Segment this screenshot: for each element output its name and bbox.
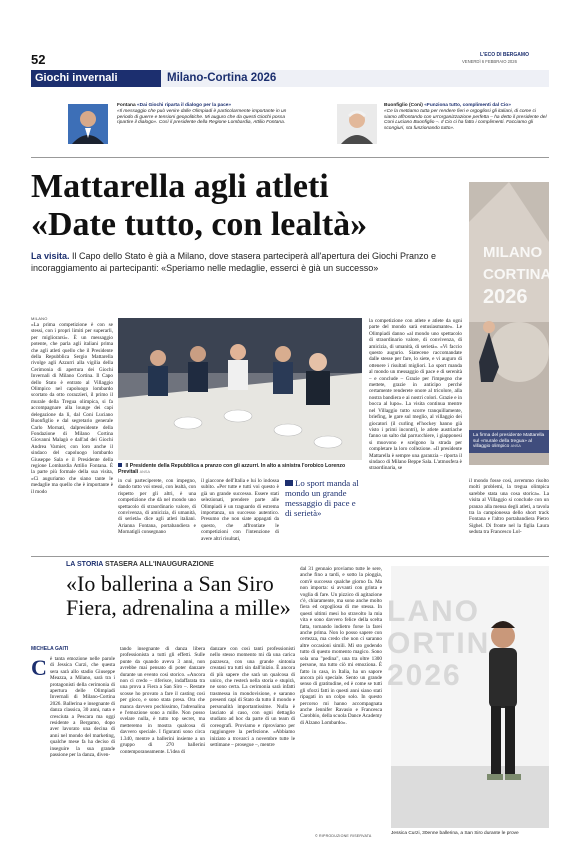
quote-buonfiglio-body: «Ce la mettiamo tutta per rendere fieri e orgogliosi gli italiani, di come ci siamo affrontando con un'organizzazione perfetta – ha detto il presidente del Coni Luciano Buonfiglio –. Il Cio ci ha fatto i complimenti. Facciamo gli scongiuri, sta funzionando tutto». — [384, 108, 547, 132]
dancer-photo — [387, 566, 549, 828]
mural-text-3: 2026 — [483, 286, 528, 308]
story-col-3: danzare con così tanti professionisti nello stesso momento mi dà una carica pazzesca, con una grande sintonia creatasi tra tutti sin dall'inizio. È ancora di più sapere che sarà un qualcosa di unico, che resterà nella storia e stupirà, ne sono certa. La cerimonia sarà infatti trasmessa in mondovisione, e saranno presenti capi di Stato da tutto il mondo e personalità importantissime. Nulla è lasciato al caso, con ogni dettaglio studiato ad hoc da parte di un team di coreografi. Proviamo e riproviamo per raggiungere la perfezione. «Abbiamo iniziato a trovarci a novembre tutte le settimane – prosegue –, mentre — [210, 646, 295, 749]
story-kicker — [66, 561, 214, 568]
story-title-line1: «Io ballerina a San Siro — [66, 571, 274, 596]
story-title-line2: Fiera, adrenalina a mille» — [66, 595, 291, 620]
quote-fontana — [65, 101, 295, 149]
story-rights: © RIPRODUZIONE RISERVATA — [315, 834, 372, 838]
lunch-photo-caption — [118, 463, 362, 475]
dancer-photo-text — [387, 596, 490, 692]
main-subtitle-text: Il Capo dello Stato è già a Milano, dove stasera parteciperà all'apertura dei Giochi Pranzo e incoraggiamento ai partecipanti: «Speriamo nelle medaglie, esserci è già un successo» — [31, 251, 436, 273]
main-col-4: la competizione con atlete e atlete da ogni parte del mondo sarà entusiasmante». Le Olimpiadi danno «al mondo uno spettacolo di straordinario valore, di convivenza, di amicizia, di umanità, di serietà». «Vi faccio questo augurio. Siatecene raccomandate dalle stesse per fare, lo siete, e vi auguro di ottenere i risultati migliori. Lo sport manda al mondo un messaggio di pace e di serenità – e conclude – Grazie per l'impegno che mettete, grazie in anticipo perché certamente renderete onore al tricolore, alla nostra bandiera e ai nostri colori. Grazie e in bocca al lupo». La visita continua mentre nel Villaggio tutto scorre tranquillamente, briefing, le gare sul meglio, al villaggio dei giocatori (il curling el'hockey hanno già visto i primi incontri), le atlete austriache fanno un salto dal parrucchiere, i giapponesi si muovono e scelgono la strada per completare la loro collezione. «Il presidente Mattarella è sempre una garanzia – riporta il sindaco di Milano Beppe Sala. L'atmosfera è straordinaria, se — [369, 318, 462, 472]
camera-icon — [118, 463, 122, 467]
dateline: MILANO — [31, 316, 48, 321]
lunch-caption-text: Il Presidente della Repubblica a pranzo con gli azzurri. In alto a sinistra l'orobico Lorenzo Previtali — [118, 463, 346, 475]
quote-fontana-headline: «Dai Giochi riparta il dialogo per la pace» — [137, 103, 232, 108]
main-kicker: La visita. — [31, 251, 70, 261]
paper-name: L'ECO DI BERGAMO — [480, 52, 529, 58]
subsection-label: Milano-Cortina 2026 — [167, 72, 277, 84]
dancer-text-1: LANO — [387, 595, 480, 628]
pull-quote — [285, 478, 363, 518]
lunch-photo — [118, 318, 362, 460]
quote-buonfiglio-headline: «Funziona tutto, complimenti dal Cio» — [424, 103, 511, 108]
dancer-text-3: 2026 — [387, 659, 462, 692]
mural-photo — [469, 182, 552, 465]
lunch-caption-credit: ANSA — [139, 470, 150, 474]
story-col-1b — [31, 690, 115, 840]
main-title-line1: Mattarella agli atleti — [31, 168, 329, 205]
story-col-4: dal 31 gennaio proviamo tutte le sere, anche fino a tardi, e sotto la pioggia, com'è successo qualche giorno fa. Ma non importa: si avvanti con grinta e voglia di fare. Un pizzico di agitazione c'è, chiaramente, ma sono anche molto fiera ed orgogliosa di me stessa. In questi ultimi mesi ho stravolto la mia vita e sono davvero felice della scelta fatta, tornando indietro forse la farei anche prima. Non lo posso sapere con certezza, ma credo che non ci saranno altre occasioni simili. Mi sto godendo tutto di questo momento magico. Sono sola una "pedina", una tra oltre 1300 persone, ma tutto ciò mi emoziona. È fatto in casa, in Italia, ha un sapore ancora più speciale. Sento un grande senso di gratitudine, ed è come se tutti gli sforzi fatti in questi anni siano stati ripagati in un colpo solo. In questo percorso mi hanno accompagnata anche Jennifer Ravasio e Francesca Carobbio, della scuola Dance Academy di Alzano Lombardo». — [300, 566, 382, 726]
story-col-1: è tanta emozione nelle parole di Jessica Curzi, che questa sera sarà allo stadio Giuseppe Meazza, a Milano, sarà tra i protagonisti della cerimonia di apertura delle Olimpiadi Invernali di Milano-Cortina 2026. Ballerina e insegnante di danza classica, 30 anni, nata e cresciuta a Pescara ma oggi residente a Bergamo, dopo aver lavorato una decina di anni nel mondo del marketing, qualche mese fa ha deciso di inseguire la sua grande passione per la danza, diven- — [50, 656, 115, 759]
page-number: 52 — [31, 52, 46, 67]
quote-fontana-name: Fontana — [117, 103, 136, 108]
main-subtitle — [31, 250, 461, 274]
portrait-icon — [68, 104, 108, 144]
avatar-fontana — [68, 104, 108, 144]
issue-date: VENERDÌ 6 FEBBRAIO 2026 — [462, 59, 517, 64]
mural-caption-credit: ANSA — [510, 444, 521, 449]
lunch-image — [118, 318, 362, 460]
mural-text-2: CORTINA — [483, 266, 552, 283]
mural-text-1: MILANO — [483, 244, 543, 261]
dancer-text-2: ORTIN — [387, 627, 491, 660]
quote-fontana-text — [117, 103, 295, 126]
main-title — [31, 168, 461, 244]
story-drop-cap: C — [31, 655, 47, 680]
section-label: Giochi invernali — [31, 70, 161, 87]
mural-caption — [469, 430, 549, 453]
portrait-icon — [337, 104, 377, 144]
quote-buonfiglio-text — [384, 103, 550, 132]
story-byline: MICHELA GAITI — [31, 646, 69, 652]
avatar-buonfiglio — [337, 104, 377, 144]
mural-caption-text: La firma del presidente Mattarella sul «murale della tregua» al villaggio olimpico — [473, 433, 545, 450]
main-title-line2: «Date tutto, con lealtà» — [31, 206, 368, 243]
main-col-1: «La prima competizione è con se stessi, con i propri limiti per superarli, per migliorarsi». È un messaggio potente, che parla agli italiani prima che agli atleti quello che il Presidente della Repubblica Sergio Mattarella rivolge agli Azzurri alla vigilia della Cerimonia di apertura dei Giochi Invernali di Milano Cortina. Il Capo dello Stato è entrato al Villaggio Olimpico nel capoluogo lombardo scortato da otto corazzieri, il primo il murale della Tregua olimpica, si fa accompagnare alla lounge dei capi delegazione da lì, dal Coni Luciano Buonfiglio e dal segretario generale Carlo Mornati, dalpresidente della Fondazione di Milano Cortina Giovanni Malagò e dall'ad dei Giochi Andrea Varnier, con loro anche il sindaco del capoluogo lombardo Giuseppe Sala e il Presidente della regione Lombardia Attilio Fontana. È la parte più formale della sua visita, «Ci auguriamo che siano tante le medaglie ma quello che è importante è il modo — [31, 322, 113, 495]
quote-buonfiglio — [334, 101, 549, 149]
story-kicker-sub: STASERA ALL'INAUGURAZIONE — [105, 561, 214, 568]
main-col-3: il giaccone dell'Italia e lui lo indossa subito. «Per tutte e tutti voi questo è già un grande successo. Essere stati selezionati, prendere parte alle Olimpiadi è un traguardo di estrema importanza, un successo autentico. Presumo che non siate appagati da questo, che affrontiate le competizioni con l'intenzione di avere altri risultati, — [201, 478, 279, 542]
quote-mark-icon — [285, 480, 293, 486]
mural-image — [469, 182, 552, 465]
main-col-5: il mondo fosse così, avremmo risolto molti problemi, la tregua olimpica sarebbe stata una cosa storica». La visita al Villaggio si conclude con un pranzo alla mensa degli atleti, a tavola tra la campionessa dello short track Fontana e l'altro portabandiera Pietro Sighel. Di fronte nel la figlia Laura seduta tra Francesco Lol- — [469, 478, 549, 536]
pull-quote-text: Lo sport manda al mondo un grande messaggio di pace e di serietà» — [285, 478, 359, 518]
dancer-photo-caption: Jessica Curzi, 30enne ballerina, a San Siro durante le prove — [391, 831, 519, 836]
main-col-2: in cui parteciperete, con impegno, dando tutto voi stessi, con lealtà, con rispetto per gli altri, è una competizione che dà nel mondo uno spettacolo di straordinario valore, di convivenza, di amicizia, di umanità, di serietà» dice agli atleti italiani. Arianna Fontana, portabandiera e Mornatigli consegnano — [118, 478, 196, 536]
story-col-2: tando insegnante di danza libera professionista a tutti gli effetti. Sulle punte da quando aveva 3 anni, non avrebbe mai pensato di poter danzare durante un evento così storico. «Ancora non ci credo – riferisce, indaffarata tra una prova a Fiera a San Siro –. Restate scosse ho provato a fare il casting così per gioco, e sono stata presa. Ora che manca davvero pochissimo, l'adrenalina e l'emozione sono a mille. Non posso svelare nulla, è tutto top secret, ma metteremo in mostra qualcosa di davvero speciale. I figuranti sono circa 1.340, mentre a ballerini insieme a un gruppo di 270 ballerini contemporaneamente. L'idea di — [120, 646, 205, 755]
story-kicker-label: LA STORIA — [66, 561, 104, 568]
section-banner — [31, 70, 549, 87]
story-top-rule — [31, 556, 549, 557]
quote-fontana-body: «Il messaggio che può venire dalle Olimpiadi è particolarmente importante in un periodo di guerre e tensioni geopolitiche. Mi auguro che da questi Giochi possa ripartire il dialogo». Così il presidente della Regione Lombardia, Attilio Fontana. — [117, 108, 287, 126]
quote-buonfiglio-name: Buonfiglio (Coni) — [384, 103, 423, 108]
mural-text — [483, 242, 551, 308]
divider — [31, 157, 549, 158]
